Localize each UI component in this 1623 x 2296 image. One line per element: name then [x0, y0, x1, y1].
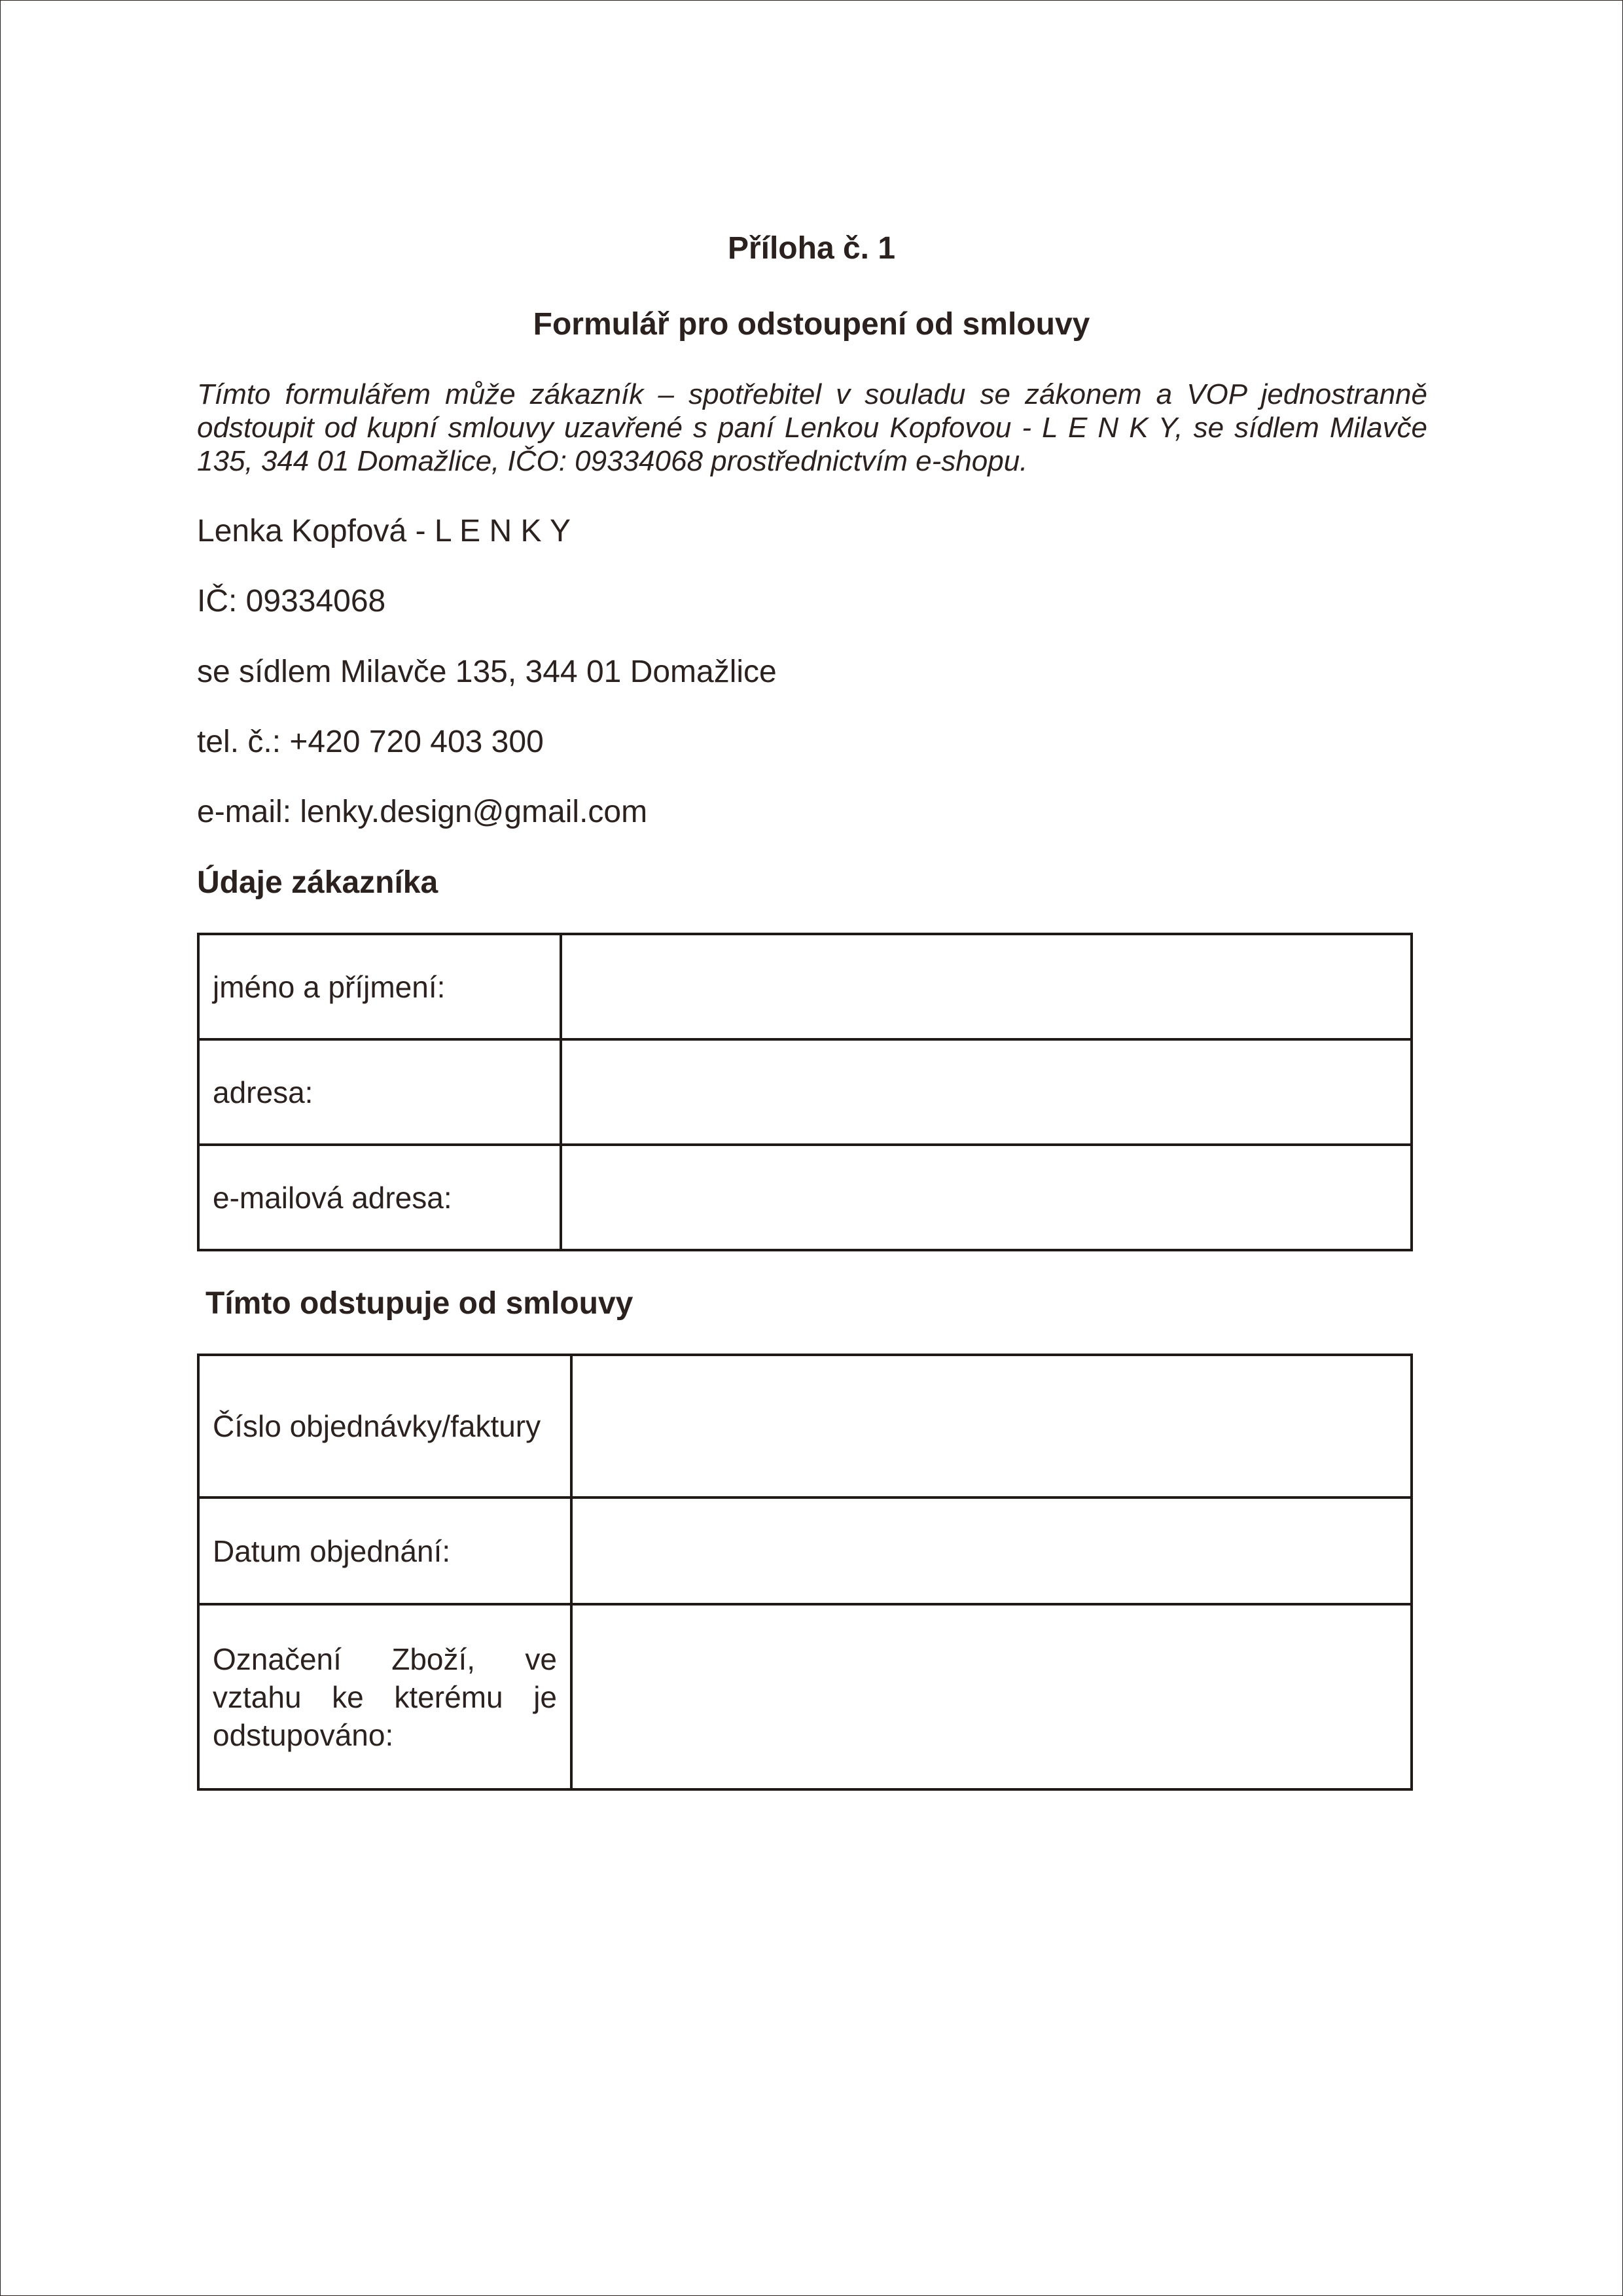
order-date-field[interactable]: [571, 1498, 1412, 1604]
form-title: Formulář pro odstoupení od smlouvy: [533, 307, 1090, 342]
seller-name: Lenka Kopfová - L E N K Y: [197, 514, 571, 548]
customer-name-field[interactable]: [561, 934, 1412, 1039]
seller-phone: tel. č.: +420 720 403 300: [197, 725, 544, 759]
seller-email: e-mail: lenky.design@gmail.com: [197, 795, 648, 829]
goods-designation-label: Označení Zboží, ve vztahu ke kterému je odstupováno:: [198, 1604, 571, 1789]
intro-paragraph: Tímto formulářem může zákazník – spotřebitel v souladu se zákonem a VOP jednostranně odstoupit od kupní smlouvy uzavřené s paní Lenkou Kopfovou - L E N K Y, se sídlem Milavče 135, 344 01 Domažlice, IČO: 09334068 prostřednictvím e-shopu.: [197, 378, 1427, 477]
customer-email-field[interactable]: [561, 1145, 1412, 1250]
seller-address: se sídlem Milavče 135, 344 01 Domažlice: [197, 655, 777, 689]
table-row: [198, 934, 1412, 1039]
annex-heading: Příloha č. 1: [727, 231, 896, 266]
customer-name-label: jméno a příjmení:: [198, 934, 561, 1039]
customer-details-table: [197, 933, 1413, 1251]
order-number-label: Číslo objednávky/faktury: [198, 1355, 571, 1498]
order-date-label: Datum objednání:: [198, 1498, 571, 1604]
table-row: [198, 1145, 1412, 1250]
table-row: [198, 1604, 1412, 1789]
customer-email-label: e-mailová adresa:: [198, 1145, 561, 1250]
seller-ico: IČ: 09334068: [197, 584, 386, 619]
table-row: [198, 1498, 1412, 1604]
customer-address-label: adresa:: [198, 1039, 561, 1145]
customer-section-heading: Údaje zákazníka: [197, 865, 438, 900]
withdrawal-details-table: [197, 1354, 1413, 1791]
table-row: [198, 1039, 1412, 1145]
goods-designation-field[interactable]: [571, 1604, 1412, 1789]
order-number-field[interactable]: [571, 1355, 1412, 1498]
table-row: [198, 1355, 1412, 1498]
customer-address-field[interactable]: [561, 1039, 1412, 1145]
withdrawal-section-heading: Tímto odstupuje od smlouvy: [205, 1286, 633, 1321]
